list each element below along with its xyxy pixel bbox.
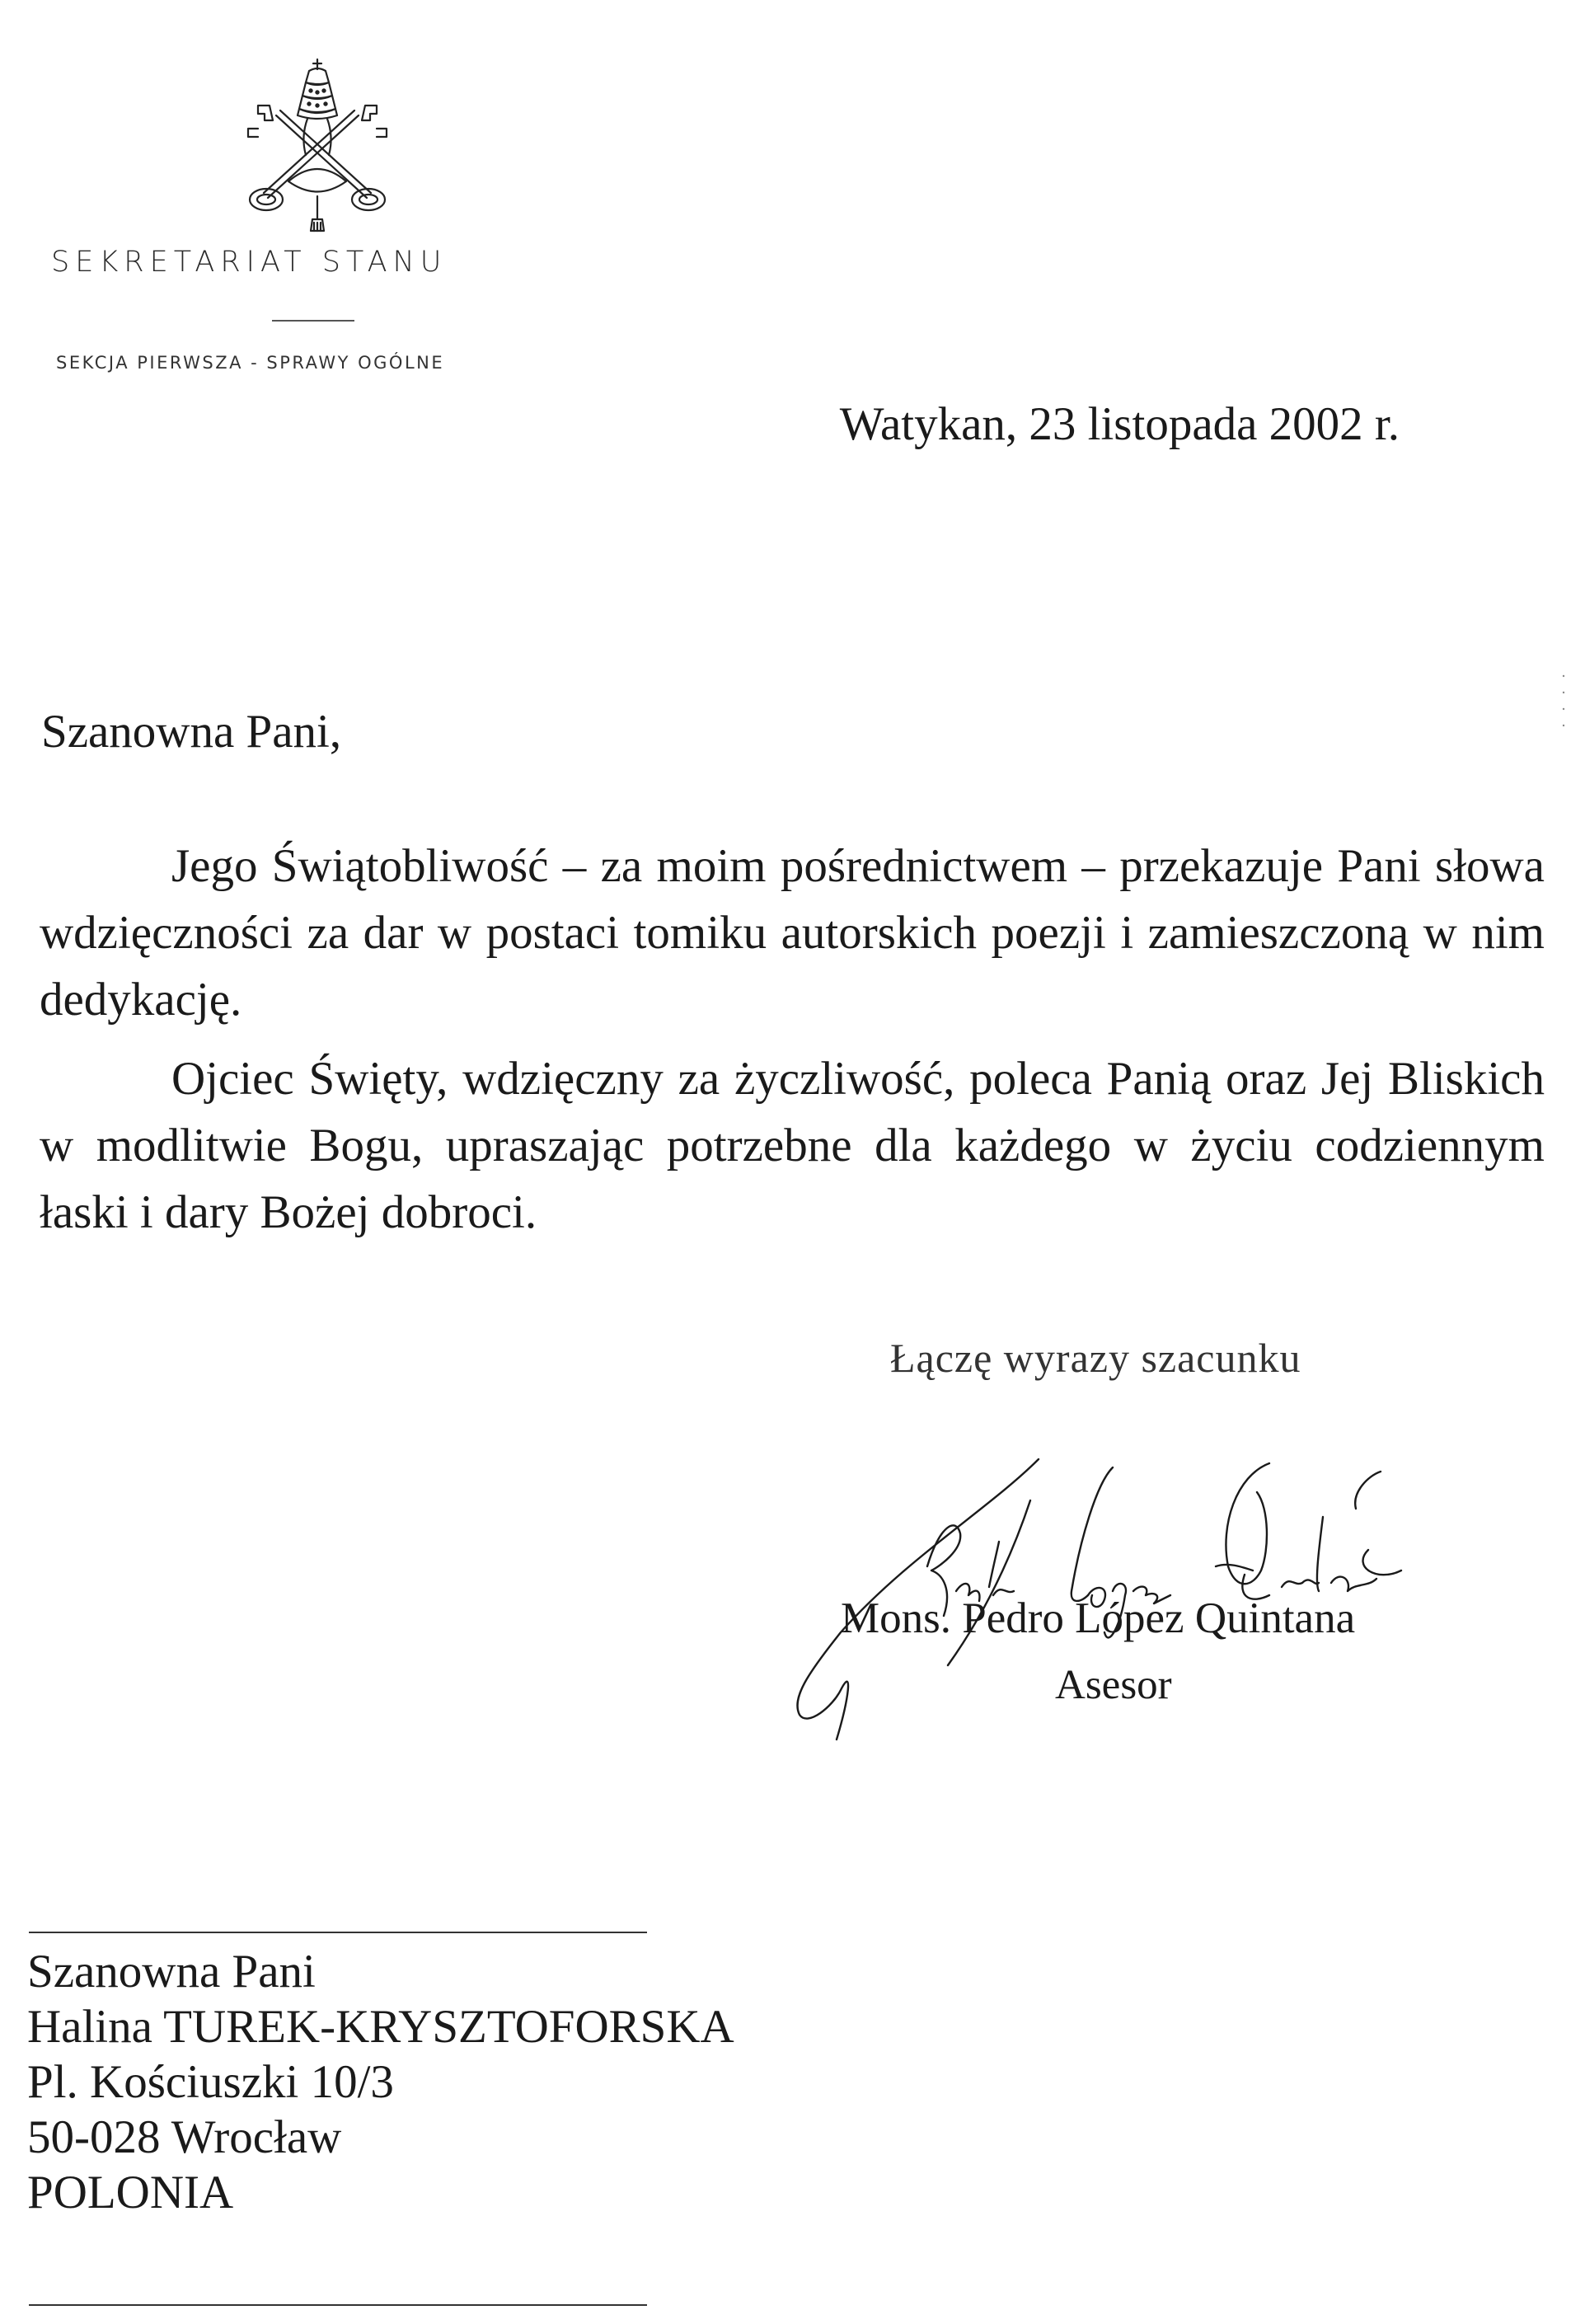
papal-keys-tiara-icon <box>243 58 392 232</box>
department-name: SEKRETARIAT STANU <box>51 246 448 279</box>
address-line: 50-028 Wrocław <box>27 2111 342 2163</box>
signer-title: Asesor <box>1055 1662 1172 1708</box>
letter-date: Watykan, 23 listopada 2002 r. <box>839 398 1400 450</box>
body-paragraph-2: Ojciec Święty, wdzięczny za życzliwość, poleca Panią oraz Jej Bliskich w modlitwie Bogu, upraszając potrzebne dla każdego w życiu codziennym łaski i dary Bożej dobroci. <box>40 1053 1545 1238</box>
address-divider-bottom <box>29 2304 647 2306</box>
address-line: Pl. Kościuszki 10/3 <box>27 2056 394 2108</box>
letterhead-divider <box>272 320 354 322</box>
address-line: POLONIA <box>27 2167 234 2218</box>
body-paragraph-1: Jego Świątobliwość – za moim pośrednictwem – przekazuje Pani słowa wdzięczności za dar w postaci tomiku autorskich poezji i zamieszczoną w nim dedykację. <box>40 840 1545 1026</box>
recipient-address <box>27 1944 734 2220</box>
address-divider-top <box>29 1932 647 1933</box>
scan-edge-marks <box>1562 672 1565 730</box>
address-line: Szanowna Pani <box>27 1946 316 1998</box>
salutation: Szanowna Pani, <box>41 706 342 758</box>
section-name: SEKCJA PIERWSZA - SPRAWY OGÓLNE <box>56 353 445 373</box>
address-line: Halina TUREK-KRYSZTOFORSKA <box>27 2001 734 2053</box>
closing-phrase: Łączę wyrazy szacunku <box>890 1335 1301 1381</box>
signer-name: Mons. Pedro López Quintana <box>841 1594 1356 1642</box>
